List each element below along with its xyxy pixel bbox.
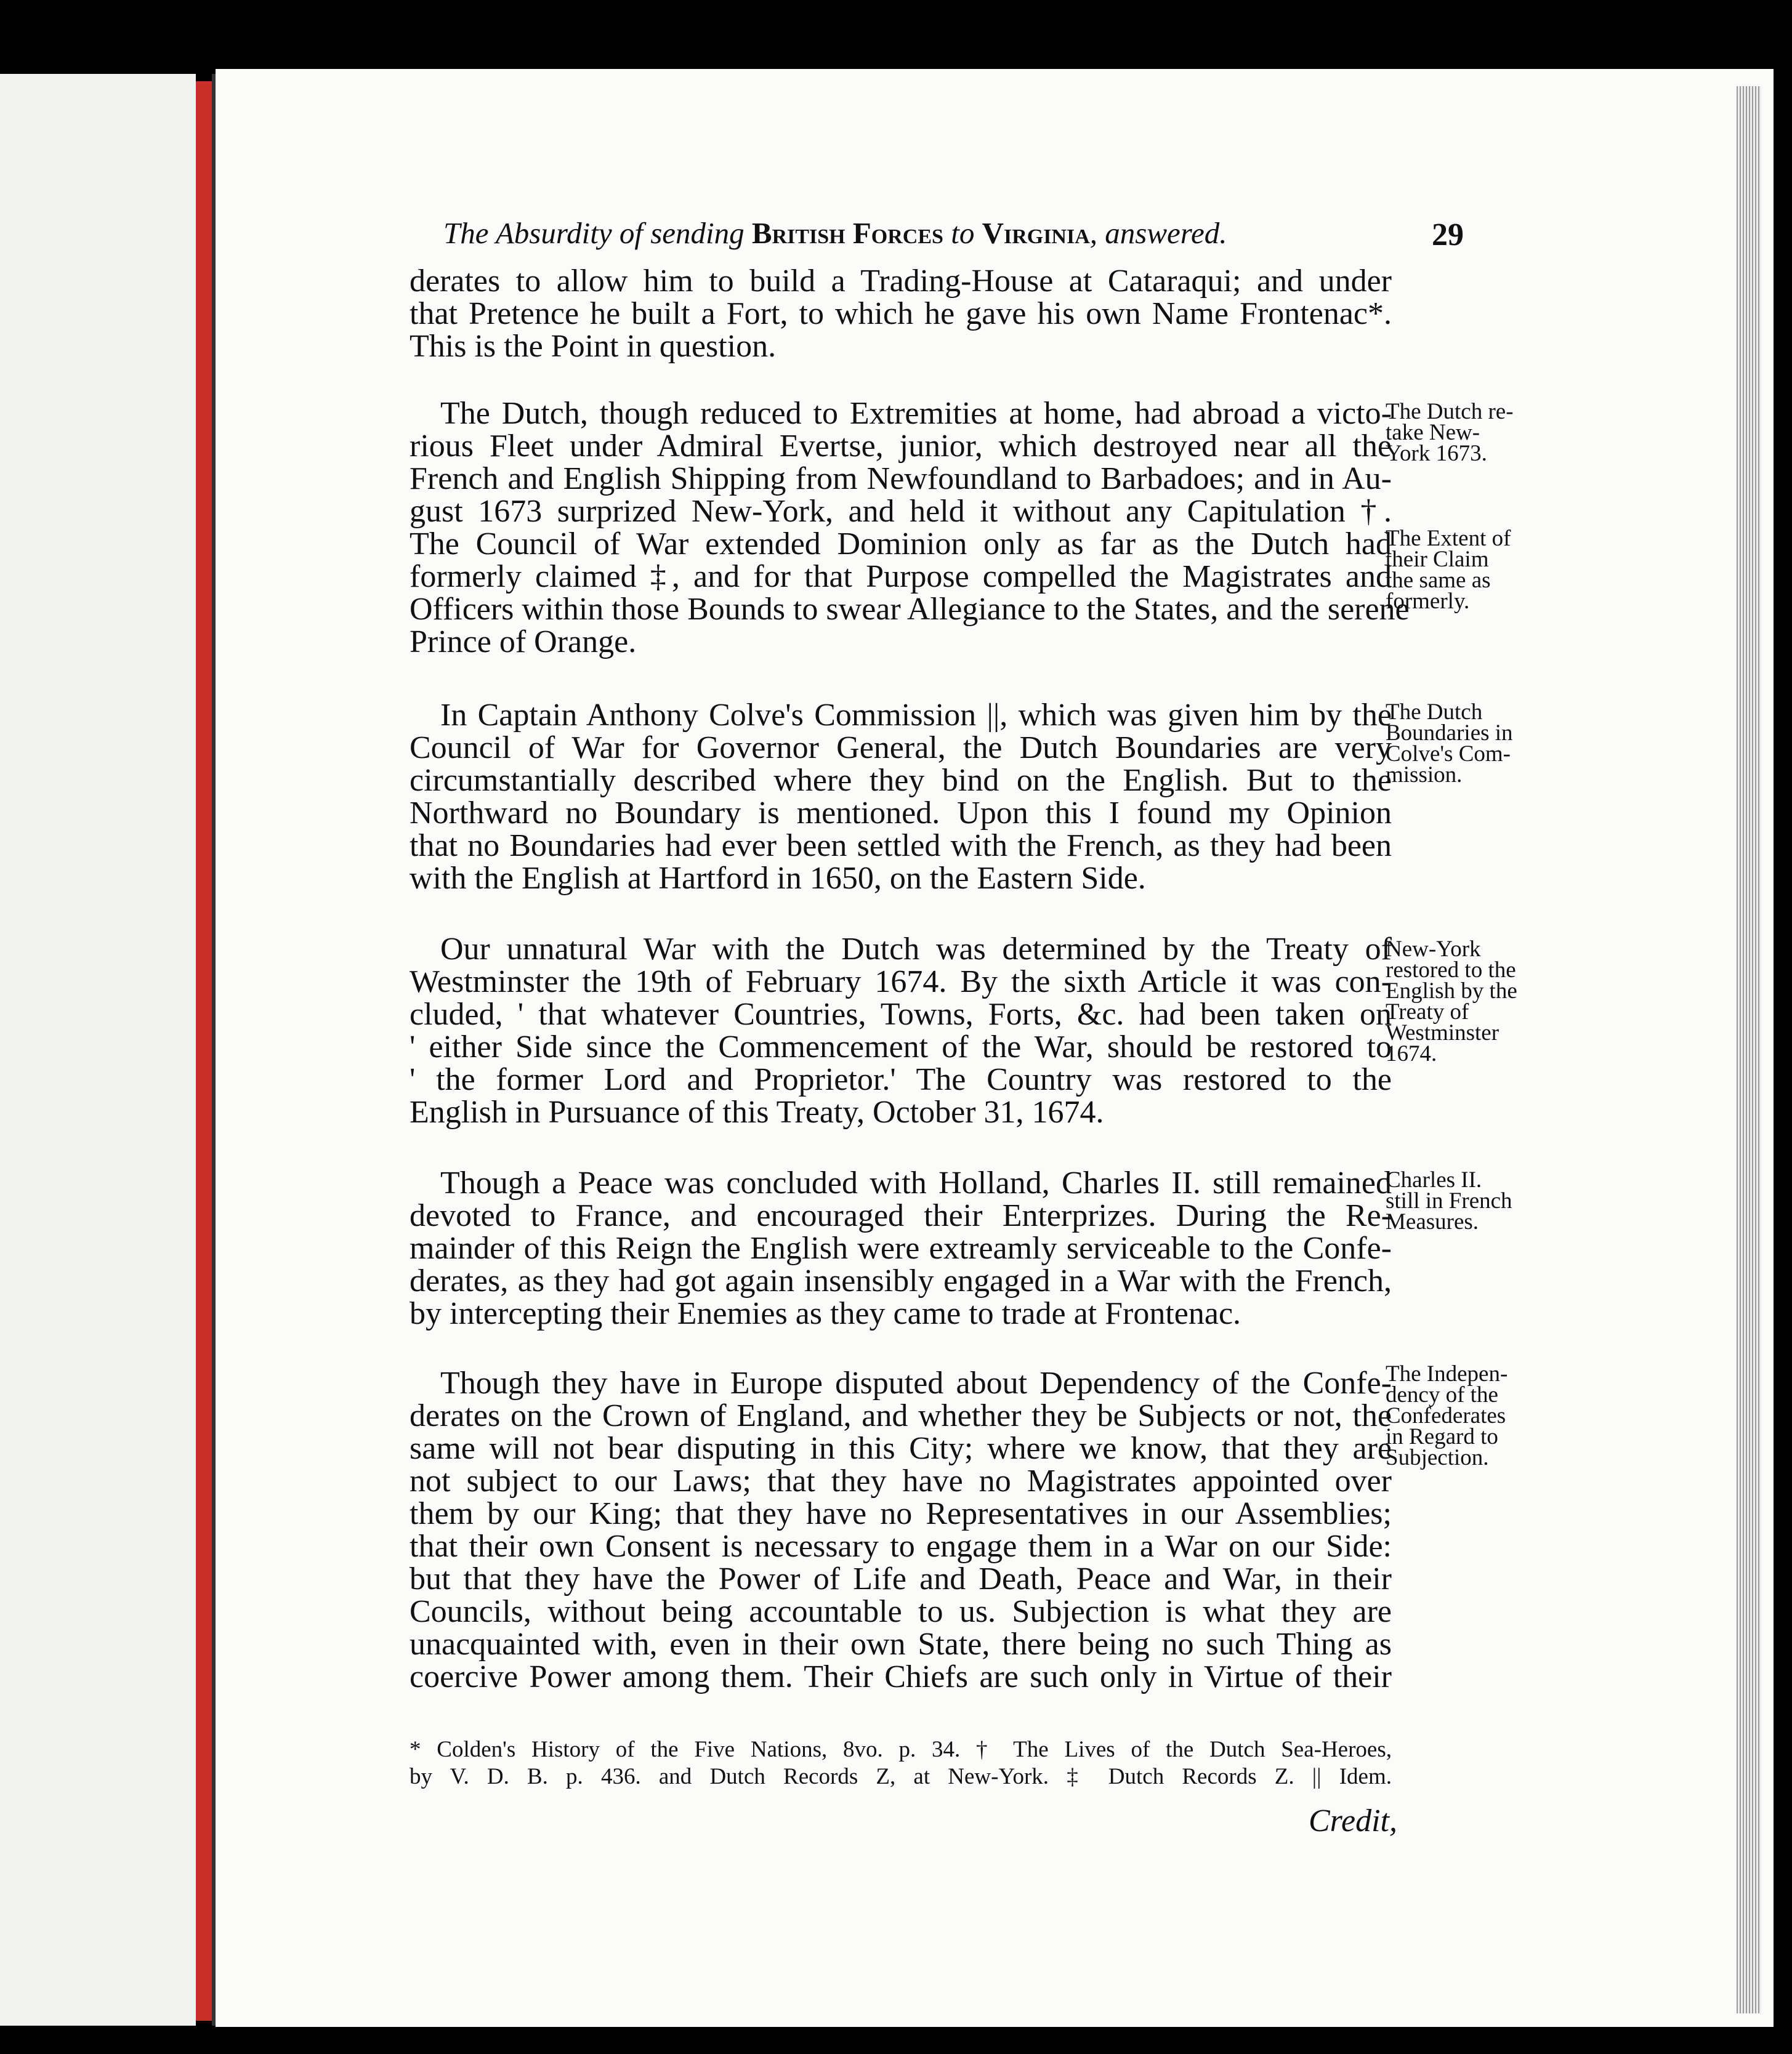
page-number: 29 [1432,217,1464,252]
running-head-part: The Absurdity of sending [443,216,752,250]
text-line: unacquainted with, even in their own State, there being no such Thing as [410,1627,1392,1662]
text-line: same will not bear disputing in this City; where we know, that they are [410,1431,1392,1466]
text-line: English in Pursuance of this Treaty, October 31, 1674. [410,1095,1104,1130]
text-line: formerly claimed ‡, and for that Purpose compelled the Magistrates and [410,559,1392,594]
text-line: Though they have in Europe disputed about Dependency of the Confe- [440,1366,1392,1401]
note-line: The Dutch [1386,699,1483,725]
page-edges [1737,86,1761,2013]
catchword: Credit, [1309,1803,1397,1839]
text-line: coercive Power among them. Their Chiefs are such only in Virtue of their [410,1659,1392,1694]
text-line: Council of War for Governor General, the Dutch Boundaries are very [410,730,1392,765]
note-line: Subjection. [1386,1445,1489,1470]
text-line: Councils, without being accountable to us. Subjection is what they are [410,1594,1392,1629]
note-line: dency of the [1386,1382,1498,1408]
text-line: Though a Peace was concluded with Holland, Charles II. still remained [440,1166,1392,1201]
note-line: restored to the [1386,957,1516,983]
note-line: The Indepen- [1386,1361,1508,1387]
note-line: Treaty of [1386,999,1469,1025]
note-line: York 1673. [1386,441,1487,466]
text-line: In Captain Anthony Colve's Commission ||, which was given him by the [440,698,1392,733]
note-line: Measures. [1386,1209,1479,1234]
margin-note [1386,528,1546,612]
note-line: English by the [1386,978,1517,1004]
facing-page-edge [0,74,196,2026]
paragraph-3 [410,699,1392,895]
text-line: This is the Point in question. [410,329,777,364]
note-line: their Claim [1386,547,1489,572]
margin-note [1386,401,1546,464]
text-line: that their own Consent is necessary to engage them in a War on our Side: [410,1529,1392,1564]
text-line: French and English Shipping from Newfoundland to Barbadoes; and in Au- [410,461,1392,496]
running-head-smallcaps: British Forces [751,216,943,250]
text-line: Our unnatural War with the Dutch was determined by the Treaty of [440,932,1392,967]
note-line: Colve's Com- [1386,741,1511,767]
text-line: The Dutch, though reduced to Extremities at home, had abroad a victo- [440,396,1392,431]
text-line: that no Boundaries had ever been settled with the French, as they had been [410,828,1392,863]
text-line: Officers within those Bounds to swear Allegiance to the States, and the serene [410,592,1410,627]
paragraph-1 [410,265,1392,363]
paragraph-4 [410,933,1392,1129]
text-line: devoted to France, and encouraged their Enterprizes. During the Re- [410,1198,1392,1233]
note-line: mission. [1386,762,1463,787]
text-line: Westminster the 19th of February 1674. By the sixth Article it was con- [410,964,1392,999]
text-line: but that they have the Power of Life and Death, Peace and War, in their [410,1561,1392,1597]
note-line: Westminster [1386,1020,1499,1045]
text-line: mainder of this Reign the English were extreamly serviceable to the Confe- [410,1231,1392,1266]
footnotes [410,1736,1392,1790]
binding-spine [196,81,212,2021]
note-line: New-York [1386,936,1481,962]
margin-note [1386,1361,1546,1470]
note-line: Charles II. [1386,1167,1482,1193]
running-head [443,215,1367,251]
margin-note [1386,1167,1546,1234]
note-line: Boundaries in [1386,720,1513,746]
note-line: still in French [1386,1188,1512,1214]
note-line: in Regard to [1386,1424,1498,1449]
paragraph-2 [410,396,1410,659]
paragraph-6 [410,1367,1392,1693]
text-line: them by our King; that they have no Representatives in our Assemblies; [410,1496,1392,1531]
text-line: The Council of War extended Dominion only as far as the Dutch had [410,526,1392,562]
note-line: take New- [1386,420,1480,445]
note-line: 1674. [1386,1041,1437,1066]
text-line: rious Fleet under Admiral Evertse, junior, which destroyed near all the [410,429,1392,464]
running-head-smallcaps: Virginia [982,216,1090,250]
text-line: circumstantially described where they bind on the English. But to the [410,763,1392,798]
text-line: derates to allow him to build a Trading-House at Cataraqui; and under [410,264,1392,299]
text-line: ' the former Lord and Proprietor.' The Country was restored to the [410,1062,1392,1097]
running-head-part: , answered. [1089,216,1227,250]
note-line: formerly. [1386,589,1470,614]
margin-note [1386,699,1546,787]
margin-note [1386,936,1546,1066]
note-line: the same as [1386,568,1491,593]
text-line: by intercepting their Enemies as they came to trade at Frontenac. [410,1296,1241,1331]
footnote-line: by V. D. B. p. 436. and Dutch Records Z, at New-York. ‡ Dutch Records Z. || Idem. [410,1764,1392,1789]
text-line: Prince of Orange. [410,624,637,659]
note-line: The Dutch re- [1386,399,1514,424]
running-head-part: to [943,216,982,250]
note-line: Confederates [1386,1403,1506,1428]
text-line: derates on the Crown of England, and whether they be Subjects or not, the [410,1398,1392,1433]
text-line: Northward no Boundary is mentioned. Upon this I found my Opinion [410,795,1392,831]
text-line: with the English at Hartford in 1650, on the Eastern Side. [410,861,1146,896]
text-line: cluded, ' that whatever Countries, Towns, Forts, &c. had been taken on [410,997,1392,1032]
note-line: The Extent of [1386,526,1511,551]
text-line: derates, as they had got again insensibly engaged in a War with the French, [410,1263,1392,1299]
text-line: that Pretence he built a Fort, to which he gave his own Name Frontenac*. [410,296,1392,331]
text-line: ' either Side since the Commencement of the War, should be restored to [410,1029,1392,1065]
paragraph-5 [410,1167,1392,1330]
text-line: gust 1673 surprized New-York, and held it without any Capitulation †. [410,494,1392,529]
text-line: not subject to our Laws; that they have no Magistrates appointed over [410,1464,1392,1499]
footnote-line: * Colden's History of the Five Nations, 8vo. p. 34. † The Lives of the Dutch Sea-Heroes, [410,1737,1392,1762]
